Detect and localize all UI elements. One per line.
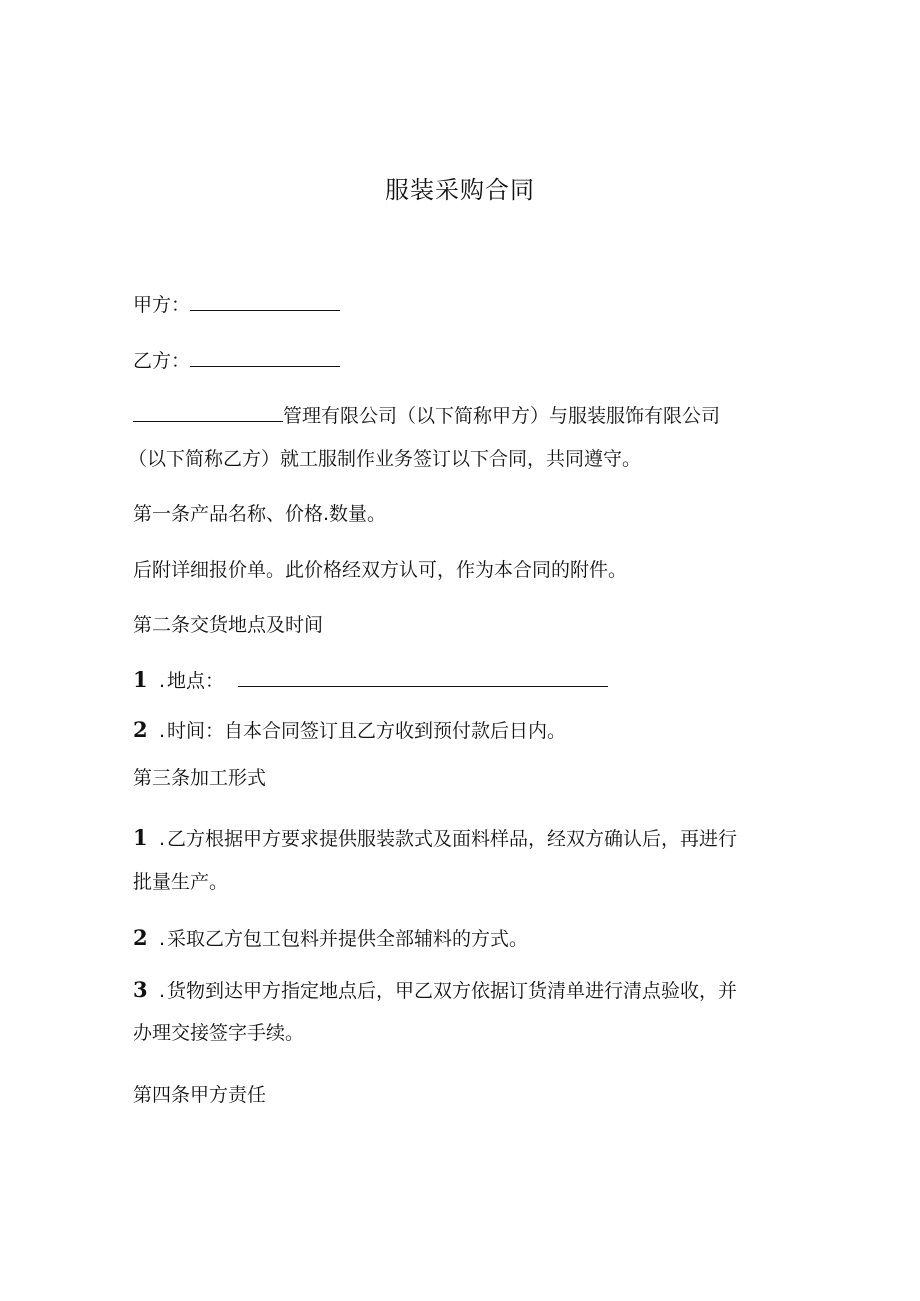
article-4-title: 第四条甲方责任 bbox=[133, 1084, 267, 1106]
party-a-blank bbox=[190, 292, 340, 311]
party-a-line bbox=[133, 292, 340, 318]
location-blank bbox=[238, 668, 608, 687]
article-2-item-2 bbox=[133, 717, 566, 744]
party-a-label: 甲方： bbox=[133, 294, 191, 316]
article-3-item-1 bbox=[133, 825, 737, 852]
company-name-blank bbox=[133, 403, 283, 422]
article-3-item-1-cont: 批量生产。 bbox=[133, 871, 229, 893]
item-text: 地点： bbox=[167, 670, 225, 692]
item-dot: . bbox=[159, 670, 166, 692]
item-number: 1 bbox=[133, 667, 148, 692]
article-3-title: 第三条加工形式 bbox=[133, 767, 267, 789]
party-b-label: 乙方： bbox=[133, 350, 191, 372]
intro-text-1: 管理有限公司（以下简称甲方）与服装服饰有限公司 bbox=[283, 405, 721, 427]
item-number: 2 bbox=[133, 717, 148, 742]
article-3-item-3 bbox=[133, 977, 737, 1004]
item-dot: . bbox=[159, 980, 166, 1002]
intro-line-2: （以下简称乙方）就工服制作业务签订以下合同，共同遵守。 bbox=[128, 448, 642, 470]
item-text: 货物到达甲方指定地点后，甲乙双方依据订货清单进行清点验收，并 bbox=[167, 980, 738, 1002]
item-text: 时间：自本合同签订且乙方收到预付款后日内。 bbox=[167, 720, 567, 742]
article-2-title: 第二条交货地点及时间 bbox=[133, 614, 324, 636]
page-title: 服装采购合同 bbox=[385, 176, 535, 204]
item-number: 1 bbox=[133, 825, 148, 850]
party-b-line bbox=[133, 348, 340, 374]
item-dot: . bbox=[159, 828, 166, 850]
article-1-title: 第一条产品名称、价格.数量。 bbox=[133, 503, 387, 525]
article-3-item-2 bbox=[133, 925, 528, 952]
article-3-item-3-cont: 办理交接签字手续。 bbox=[133, 1022, 305, 1044]
article-2-item-1 bbox=[133, 667, 608, 694]
intro-line-1 bbox=[133, 403, 720, 429]
item-text: 采取乙方包工包料并提供全部辅料的方式。 bbox=[167, 928, 529, 950]
item-dot: . bbox=[159, 928, 166, 950]
article-1-text: 后附详细报价单。此价格经双方认可，作为本合同的附件。 bbox=[133, 559, 628, 581]
party-b-blank bbox=[190, 348, 340, 367]
item-number: 2 bbox=[133, 925, 148, 950]
item-text: 乙方根据甲方要求提供服装款式及面料样品，经双方确认后，再进行 bbox=[167, 828, 738, 850]
item-number: 3 bbox=[133, 977, 148, 1002]
item-dot: . bbox=[159, 720, 166, 742]
